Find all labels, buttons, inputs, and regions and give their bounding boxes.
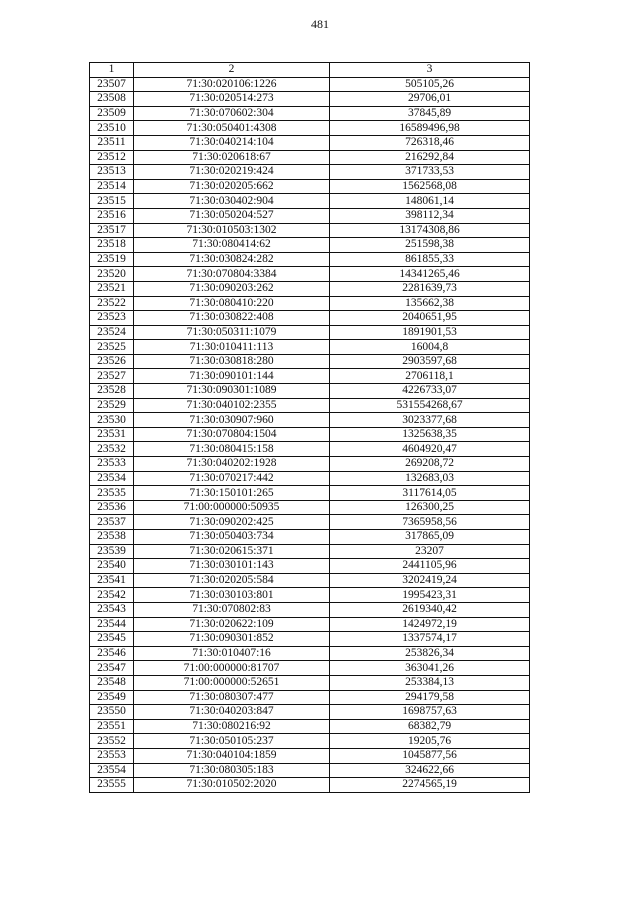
- table-row: [90, 763, 530, 778]
- value-cell: 726318,46: [330, 135, 530, 150]
- row-number-cell: 23520: [90, 267, 134, 282]
- row-number-cell: 23551: [90, 719, 134, 734]
- value-cell: 16589496,98: [330, 121, 530, 136]
- value-cell: 148061,14: [330, 194, 530, 209]
- cadastral-number-cell: 71:30:020615:371: [134, 544, 330, 559]
- value-cell: 324622,66: [330, 763, 530, 778]
- table-row: [90, 413, 530, 428]
- value-cell: 132683,03: [330, 471, 530, 486]
- table-row: [90, 734, 530, 749]
- cadastral-number-cell: 71:30:050401:4308: [134, 121, 330, 136]
- cadastral-number-cell: 71:30:020618:67: [134, 150, 330, 165]
- cadastral-number-cell: 71:00:000000:81707: [134, 661, 330, 676]
- value-cell: 14341265,46: [330, 267, 530, 282]
- cadastral-number-cell: 71:30:010502:2020: [134, 778, 330, 793]
- value-cell: 4226733,07: [330, 384, 530, 399]
- row-number-cell: 23513: [90, 165, 134, 180]
- row-number-cell: 23550: [90, 705, 134, 720]
- page-number: 481: [311, 17, 329, 31]
- table-row: [90, 515, 530, 530]
- table-row: [90, 311, 530, 326]
- table-row: [90, 457, 530, 472]
- cadastral-number-cell: 71:30:030822:408: [134, 311, 330, 326]
- cadastral-number-cell: 71:30:020622:109: [134, 617, 330, 632]
- row-number-cell: 23547: [90, 661, 134, 676]
- value-cell: 371733,53: [330, 165, 530, 180]
- value-cell: 1698757,63: [330, 705, 530, 720]
- table-row: [90, 106, 530, 121]
- table-row: [90, 135, 530, 150]
- value-cell: 216292,84: [330, 150, 530, 165]
- value-cell: 13174308,86: [330, 223, 530, 238]
- cadastral-number-cell: 71:30:040214:104: [134, 135, 330, 150]
- table-row: [90, 398, 530, 413]
- table-row: [90, 486, 530, 501]
- table-row: [90, 675, 530, 690]
- row-number-cell: 23549: [90, 690, 134, 705]
- row-number-cell: 23539: [90, 544, 134, 559]
- cadastral-number-cell: 71:30:080307:477: [134, 690, 330, 705]
- value-cell: 3117614,05: [330, 486, 530, 501]
- table-row: [90, 340, 530, 355]
- value-cell: 2903597,68: [330, 354, 530, 369]
- cadastral-number-cell: 71:30:090301:852: [134, 632, 330, 647]
- table-row: [90, 179, 530, 194]
- value-cell: 398112,34: [330, 208, 530, 223]
- column-header-2: 2: [134, 63, 330, 78]
- value-cell: 2281639,73: [330, 281, 530, 296]
- cadastral-number-cell: 71:30:040203:847: [134, 705, 330, 720]
- value-cell: 68382,79: [330, 719, 530, 734]
- row-number-cell: 23521: [90, 281, 134, 296]
- cadastral-number-cell: 71:30:030818:280: [134, 354, 330, 369]
- row-number-cell: 23523: [90, 311, 134, 326]
- table-row: [90, 661, 530, 676]
- table-row: [90, 281, 530, 296]
- row-number-cell: 23530: [90, 413, 134, 428]
- row-number-cell: 23507: [90, 77, 134, 92]
- table-row: [90, 500, 530, 515]
- row-number-cell: 23544: [90, 617, 134, 632]
- table-header-row: [90, 63, 530, 78]
- row-number-cell: 23517: [90, 223, 134, 238]
- cadastral-number-cell: 71:30:040202:1928: [134, 457, 330, 472]
- value-cell: 2706118,1: [330, 369, 530, 384]
- value-cell: 251598,38: [330, 238, 530, 253]
- table-row: [90, 559, 530, 574]
- row-number-cell: 23538: [90, 530, 134, 545]
- row-number-cell: 23545: [90, 632, 134, 647]
- table-row: [90, 602, 530, 617]
- table-row: [90, 530, 530, 545]
- table-row: [90, 748, 530, 763]
- value-cell: 317865,09: [330, 530, 530, 545]
- row-number-cell: 23524: [90, 325, 134, 340]
- data-table: [89, 62, 530, 793]
- cadastral-number-cell: 71:00:000000:50935: [134, 500, 330, 515]
- row-number-cell: 23554: [90, 763, 134, 778]
- row-number-cell: 23533: [90, 457, 134, 472]
- table-row: [90, 325, 530, 340]
- row-number-cell: 23522: [90, 296, 134, 311]
- row-number-cell: 23525: [90, 340, 134, 355]
- row-number-cell: 23541: [90, 573, 134, 588]
- value-cell: 269208,72: [330, 457, 530, 472]
- row-number-cell: 23535: [90, 486, 134, 501]
- value-cell: 253826,34: [330, 646, 530, 661]
- table-row: [90, 150, 530, 165]
- cadastral-number-cell: 71:30:080216:92: [134, 719, 330, 734]
- cadastral-number-cell: 71:30:090101:144: [134, 369, 330, 384]
- value-cell: 7365958,56: [330, 515, 530, 530]
- row-number-cell: 23537: [90, 515, 134, 530]
- row-number-cell: 23529: [90, 398, 134, 413]
- cadastral-number-cell: 71:30:030907:960: [134, 413, 330, 428]
- value-cell: 29706,01: [330, 92, 530, 107]
- table-row: [90, 778, 530, 793]
- table-row: [90, 427, 530, 442]
- value-cell: 2040651,95: [330, 311, 530, 326]
- cadastral-number-cell: 71:30:070602:304: [134, 106, 330, 121]
- cadastral-number-cell: 71:30:010407:16: [134, 646, 330, 661]
- value-cell: 1562568,08: [330, 179, 530, 194]
- cadastral-number-cell: 71:30:030402:904: [134, 194, 330, 209]
- cadastral-number-cell: 71:30:030103:801: [134, 588, 330, 603]
- table-row: [90, 165, 530, 180]
- value-cell: 126300,25: [330, 500, 530, 515]
- value-cell: 2274565,19: [330, 778, 530, 793]
- cadastral-number-cell: 71:30:080414:62: [134, 238, 330, 253]
- table-row: [90, 719, 530, 734]
- column-header-3: 3: [330, 63, 530, 78]
- cadastral-number-cell: 71:30:040102:2355: [134, 398, 330, 413]
- cadastral-number-cell: 71:30:020205:584: [134, 573, 330, 588]
- row-number-cell: 23508: [90, 92, 134, 107]
- table-row: [90, 646, 530, 661]
- row-number-cell: 23519: [90, 252, 134, 267]
- value-cell: 3202419,24: [330, 573, 530, 588]
- table-row: [90, 296, 530, 311]
- cadastral-number-cell: 71:30:070217:442: [134, 471, 330, 486]
- row-number-cell: 23518: [90, 238, 134, 253]
- cadastral-number-cell: 71:30:050105:237: [134, 734, 330, 749]
- cadastral-number-cell: 71:30:080410:220: [134, 296, 330, 311]
- row-number-cell: 23515: [90, 194, 134, 209]
- row-number-cell: 23532: [90, 442, 134, 457]
- row-number-cell: 23516: [90, 208, 134, 223]
- row-number-cell: 23531: [90, 427, 134, 442]
- cadastral-number-cell: 71:30:090203:262: [134, 281, 330, 296]
- row-number-cell: 23540: [90, 559, 134, 574]
- table-row: [90, 632, 530, 647]
- cadastral-number-cell: 71:30:050403:734: [134, 530, 330, 545]
- value-cell: 1995423,31: [330, 588, 530, 603]
- cadastral-number-cell: 71:30:090301:1089: [134, 384, 330, 399]
- table-row: [90, 705, 530, 720]
- value-cell: 505105,26: [330, 77, 530, 92]
- row-number-cell: 23510: [90, 121, 134, 136]
- table-row: [90, 384, 530, 399]
- cadastral-number-cell: 71:30:070804:3384: [134, 267, 330, 282]
- table-row: [90, 238, 530, 253]
- cadastral-number-cell: 71:00:000000:52651: [134, 675, 330, 690]
- value-cell: 37845,89: [330, 106, 530, 121]
- value-cell: 294179,58: [330, 690, 530, 705]
- cadastral-number-cell: 71:30:020205:662: [134, 179, 330, 194]
- value-cell: 23207: [330, 544, 530, 559]
- table-row: [90, 194, 530, 209]
- cadastral-number-cell: 71:30:020106:1226: [134, 77, 330, 92]
- row-number-cell: 23555: [90, 778, 134, 793]
- cadastral-number-cell: 71:30:030824:282: [134, 252, 330, 267]
- row-number-cell: 23512: [90, 150, 134, 165]
- table-row: [90, 573, 530, 588]
- table-row: [90, 92, 530, 107]
- cadastral-number-cell: 71:30:010411:113: [134, 340, 330, 355]
- row-number-cell: 23526: [90, 354, 134, 369]
- cadastral-number-cell: 71:30:030101:143: [134, 559, 330, 574]
- value-cell: 2619340,42: [330, 602, 530, 617]
- cadastral-number-cell: 71:30:070802:83: [134, 602, 330, 617]
- cadastral-number-cell: 71:30:050311:1079: [134, 325, 330, 340]
- cadastral-number-cell: 71:30:040104:1859: [134, 748, 330, 763]
- value-cell: 1325638,35: [330, 427, 530, 442]
- table-row: [90, 354, 530, 369]
- value-cell: 861855,33: [330, 252, 530, 267]
- cadastral-number-cell: 71:30:020219:424: [134, 165, 330, 180]
- table-row: [90, 223, 530, 238]
- row-number-cell: 23514: [90, 179, 134, 194]
- row-number-cell: 23528: [90, 384, 134, 399]
- value-cell: 16004,8: [330, 340, 530, 355]
- table-row: [90, 369, 530, 384]
- row-number-cell: 23553: [90, 748, 134, 763]
- column-header-1: 1: [90, 63, 134, 78]
- cadastral-number-cell: 71:30:080415:158: [134, 442, 330, 457]
- value-cell: 2441105,96: [330, 559, 530, 574]
- row-number-cell: 23548: [90, 675, 134, 690]
- value-cell: 19205,76: [330, 734, 530, 749]
- row-number-cell: 23542: [90, 588, 134, 603]
- table-row: [90, 208, 530, 223]
- row-number-cell: 23534: [90, 471, 134, 486]
- value-cell: 363041,26: [330, 661, 530, 676]
- row-number-cell: 23536: [90, 500, 134, 515]
- cadastral-number-cell: 71:30:070804:1504: [134, 427, 330, 442]
- value-cell: 135662,38: [330, 296, 530, 311]
- cadastral-number-cell: 71:30:080305:183: [134, 763, 330, 778]
- row-number-cell: 23509: [90, 106, 134, 121]
- table-row: [90, 544, 530, 559]
- value-cell: 3023377,68: [330, 413, 530, 428]
- table-row: [90, 77, 530, 92]
- row-number-cell: 23511: [90, 135, 134, 150]
- value-cell: 1337574,17: [330, 632, 530, 647]
- table-row: [90, 252, 530, 267]
- table-row: [90, 121, 530, 136]
- table-body: [90, 77, 530, 792]
- cadastral-number-cell: 71:30:090202:425: [134, 515, 330, 530]
- value-cell: 1424972,19: [330, 617, 530, 632]
- cadastral-number-cell: 71:30:050204:527: [134, 208, 330, 223]
- table-row: [90, 471, 530, 486]
- row-number-cell: 23552: [90, 734, 134, 749]
- value-cell: 1045877,56: [330, 748, 530, 763]
- cadastral-number-cell: 71:30:150101:265: [134, 486, 330, 501]
- cadastral-number-cell: 71:30:010503:1302: [134, 223, 330, 238]
- value-cell: 1891901,53: [330, 325, 530, 340]
- row-number-cell: 23543: [90, 602, 134, 617]
- value-cell: 531554268,67: [330, 398, 530, 413]
- row-number-cell: 23527: [90, 369, 134, 384]
- row-number-cell: 23546: [90, 646, 134, 661]
- table-row: [90, 617, 530, 632]
- value-cell: 253384,13: [330, 675, 530, 690]
- table-row: [90, 690, 530, 705]
- table-row: [90, 267, 530, 282]
- cadastral-number-cell: 71:30:020514:273: [134, 92, 330, 107]
- value-cell: 4604920,47: [330, 442, 530, 457]
- table-row: [90, 588, 530, 603]
- table-row: [90, 442, 530, 457]
